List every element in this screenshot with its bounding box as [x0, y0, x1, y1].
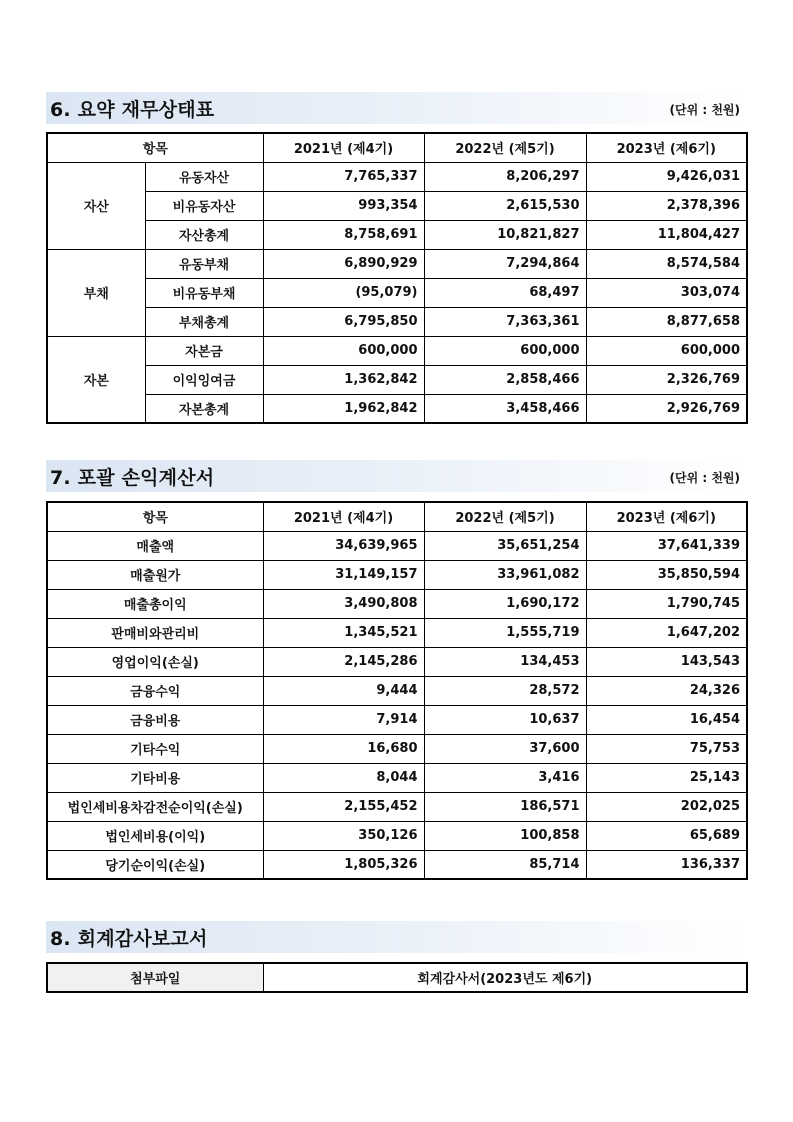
value-cell: 186,571 [424, 792, 586, 821]
value-cell: 35,651,254 [424, 531, 586, 560]
value-cell: 10,637 [424, 705, 586, 734]
value-cell: 7,294,864 [424, 249, 586, 278]
header-2022: 2022년 (제5기) [424, 133, 586, 162]
value-cell: 24,326 [586, 676, 747, 705]
row-label: 비유동자산 [145, 191, 263, 220]
row-label: 당기순이익(손실) [47, 850, 263, 879]
value-cell: 134,453 [424, 647, 586, 676]
row-label: 부채총계 [145, 307, 263, 336]
table-row [47, 676, 747, 705]
row-label: 매출원가 [47, 560, 263, 589]
value-cell: 75,753 [586, 734, 747, 763]
value-cell: 9,426,031 [586, 162, 747, 191]
income-statement-table [46, 501, 748, 880]
value-cell: 600,000 [424, 336, 586, 365]
row-label: 판매비와관리비 [47, 618, 263, 647]
value-cell: 1,690,172 [424, 589, 586, 618]
value-cell: 143,543 [586, 647, 747, 676]
value-cell: 3,416 [424, 763, 586, 792]
row-label: 매출총이익 [47, 589, 263, 618]
table-row [47, 365, 747, 394]
row-label: 자본금 [145, 336, 263, 365]
value-cell: 8,206,297 [424, 162, 586, 191]
table-row [47, 162, 747, 191]
value-cell: 8,044 [263, 763, 424, 792]
row-label: 영업이익(손실) [47, 647, 263, 676]
table-row [47, 850, 747, 879]
value-cell: 3,458,466 [424, 394, 586, 423]
value-cell: 600,000 [263, 336, 424, 365]
header-item: 항목 [47, 502, 263, 531]
value-cell: 2,145,286 [263, 647, 424, 676]
value-cell: 16,680 [263, 734, 424, 763]
balance-sheet-table [46, 132, 748, 424]
header-2022: 2022년 (제5기) [424, 502, 586, 531]
table-row [47, 647, 747, 676]
table-row [47, 307, 747, 336]
value-cell: 136,337 [586, 850, 747, 879]
group-label: 자산 [47, 162, 145, 249]
group-label: 자본 [47, 336, 145, 423]
value-cell: 2,326,769 [586, 365, 747, 394]
table-row [47, 249, 747, 278]
section-8-header [46, 921, 746, 953]
header-2021: 2021년 (제4기) [263, 502, 424, 531]
value-cell: 2,615,530 [424, 191, 586, 220]
value-cell: 8,877,658 [586, 307, 747, 336]
value-cell: 37,600 [424, 734, 586, 763]
section-7-unit: (단위 : 천원) [669, 471, 740, 485]
table-row [47, 821, 747, 850]
row-label: 비유동부채 [145, 278, 263, 307]
row-label: 유동부채 [145, 249, 263, 278]
table-row [47, 531, 747, 560]
value-cell: 1,805,326 [263, 850, 424, 879]
value-cell: 9,444 [263, 676, 424, 705]
value-cell: 35,850,594 [586, 560, 747, 589]
value-cell: 303,074 [586, 278, 747, 307]
value-cell: 7,914 [263, 705, 424, 734]
value-cell: 100,858 [424, 821, 586, 850]
audit-report-table [46, 962, 748, 993]
table-row [47, 560, 747, 589]
value-cell: 16,454 [586, 705, 747, 734]
section-7-title: 7. 포괄 손익계산서 [50, 467, 215, 489]
value-cell: 2,155,452 [263, 792, 424, 821]
value-cell: 7,363,361 [424, 307, 586, 336]
table-row [47, 220, 747, 249]
value-cell: 2,926,769 [586, 394, 747, 423]
row-label: 법인세비용차감전순이익(손실) [47, 792, 263, 821]
table-row [47, 734, 747, 763]
value-cell: 3,490,808 [263, 589, 424, 618]
value-cell: 600,000 [586, 336, 747, 365]
row-label: 금융비용 [47, 705, 263, 734]
value-cell: 11,804,427 [586, 220, 747, 249]
row-label: 매출액 [47, 531, 263, 560]
value-cell: (95,079) [263, 278, 424, 307]
group-label: 부채 [47, 249, 145, 336]
value-cell: 6,795,850 [263, 307, 424, 336]
table-header-row [47, 133, 747, 162]
row-label: 법인세비용(이익) [47, 821, 263, 850]
value-cell: 2,378,396 [586, 191, 747, 220]
table-row [47, 792, 747, 821]
row-label: 자산총계 [145, 220, 263, 249]
header-2021: 2021년 (제4기) [263, 133, 424, 162]
table-row [47, 589, 747, 618]
value-cell: 8,574,584 [586, 249, 747, 278]
section-6-title: 6. 요약 재무상태표 [50, 99, 215, 121]
value-cell: 202,025 [586, 792, 747, 821]
table-row [47, 763, 747, 792]
header-2023: 2023년 (제6기) [586, 502, 747, 531]
value-cell: 350,126 [263, 821, 424, 850]
value-cell: 65,689 [586, 821, 747, 850]
table-row [47, 336, 747, 365]
value-cell: 993,354 [263, 191, 424, 220]
value-cell: 25,143 [586, 763, 747, 792]
value-cell: 68,497 [424, 278, 586, 307]
value-cell: 1,647,202 [586, 618, 747, 647]
value-cell: 10,821,827 [424, 220, 586, 249]
value-cell: 28,572 [424, 676, 586, 705]
value-cell: 1,345,521 [263, 618, 424, 647]
value-cell: 85,714 [424, 850, 586, 879]
value-cell: 1,362,842 [263, 365, 424, 394]
value-cell: 31,149,157 [263, 560, 424, 589]
value-cell: 37,641,339 [586, 531, 747, 560]
attachment-row [47, 963, 747, 992]
row-label: 금융수익 [47, 676, 263, 705]
section-6-header [46, 92, 746, 124]
value-cell: 6,890,929 [263, 249, 424, 278]
value-cell: 33,961,082 [424, 560, 586, 589]
table-row [47, 618, 747, 647]
section-7-header [46, 460, 746, 492]
value-cell: 1,962,842 [263, 394, 424, 423]
row-label: 기타비용 [47, 763, 263, 792]
header-2023: 2023년 (제6기) [586, 133, 747, 162]
value-cell: 1,555,719 [424, 618, 586, 647]
table-row [47, 705, 747, 734]
value-cell: 7,765,337 [263, 162, 424, 191]
value-cell: 34,639,965 [263, 531, 424, 560]
section-6-unit: (단위 : 천원) [669, 103, 740, 117]
row-label: 유동자산 [145, 162, 263, 191]
table-header-row [47, 502, 747, 531]
attachment-link[interactable]: 회계감사서(2023년도 제6기) [263, 963, 747, 992]
header-item: 항목 [47, 133, 263, 162]
table-row [47, 394, 747, 423]
row-label: 자본총계 [145, 394, 263, 423]
table-row [47, 191, 747, 220]
value-cell: 8,758,691 [263, 220, 424, 249]
attachment-label: 첨부파일 [47, 963, 263, 992]
row-label: 기타수익 [47, 734, 263, 763]
table-row [47, 278, 747, 307]
row-label: 이익잉여금 [145, 365, 263, 394]
value-cell: 2,858,466 [424, 365, 586, 394]
value-cell: 1,790,745 [586, 589, 747, 618]
section-8-title: 8. 회계감사보고서 [50, 928, 208, 950]
